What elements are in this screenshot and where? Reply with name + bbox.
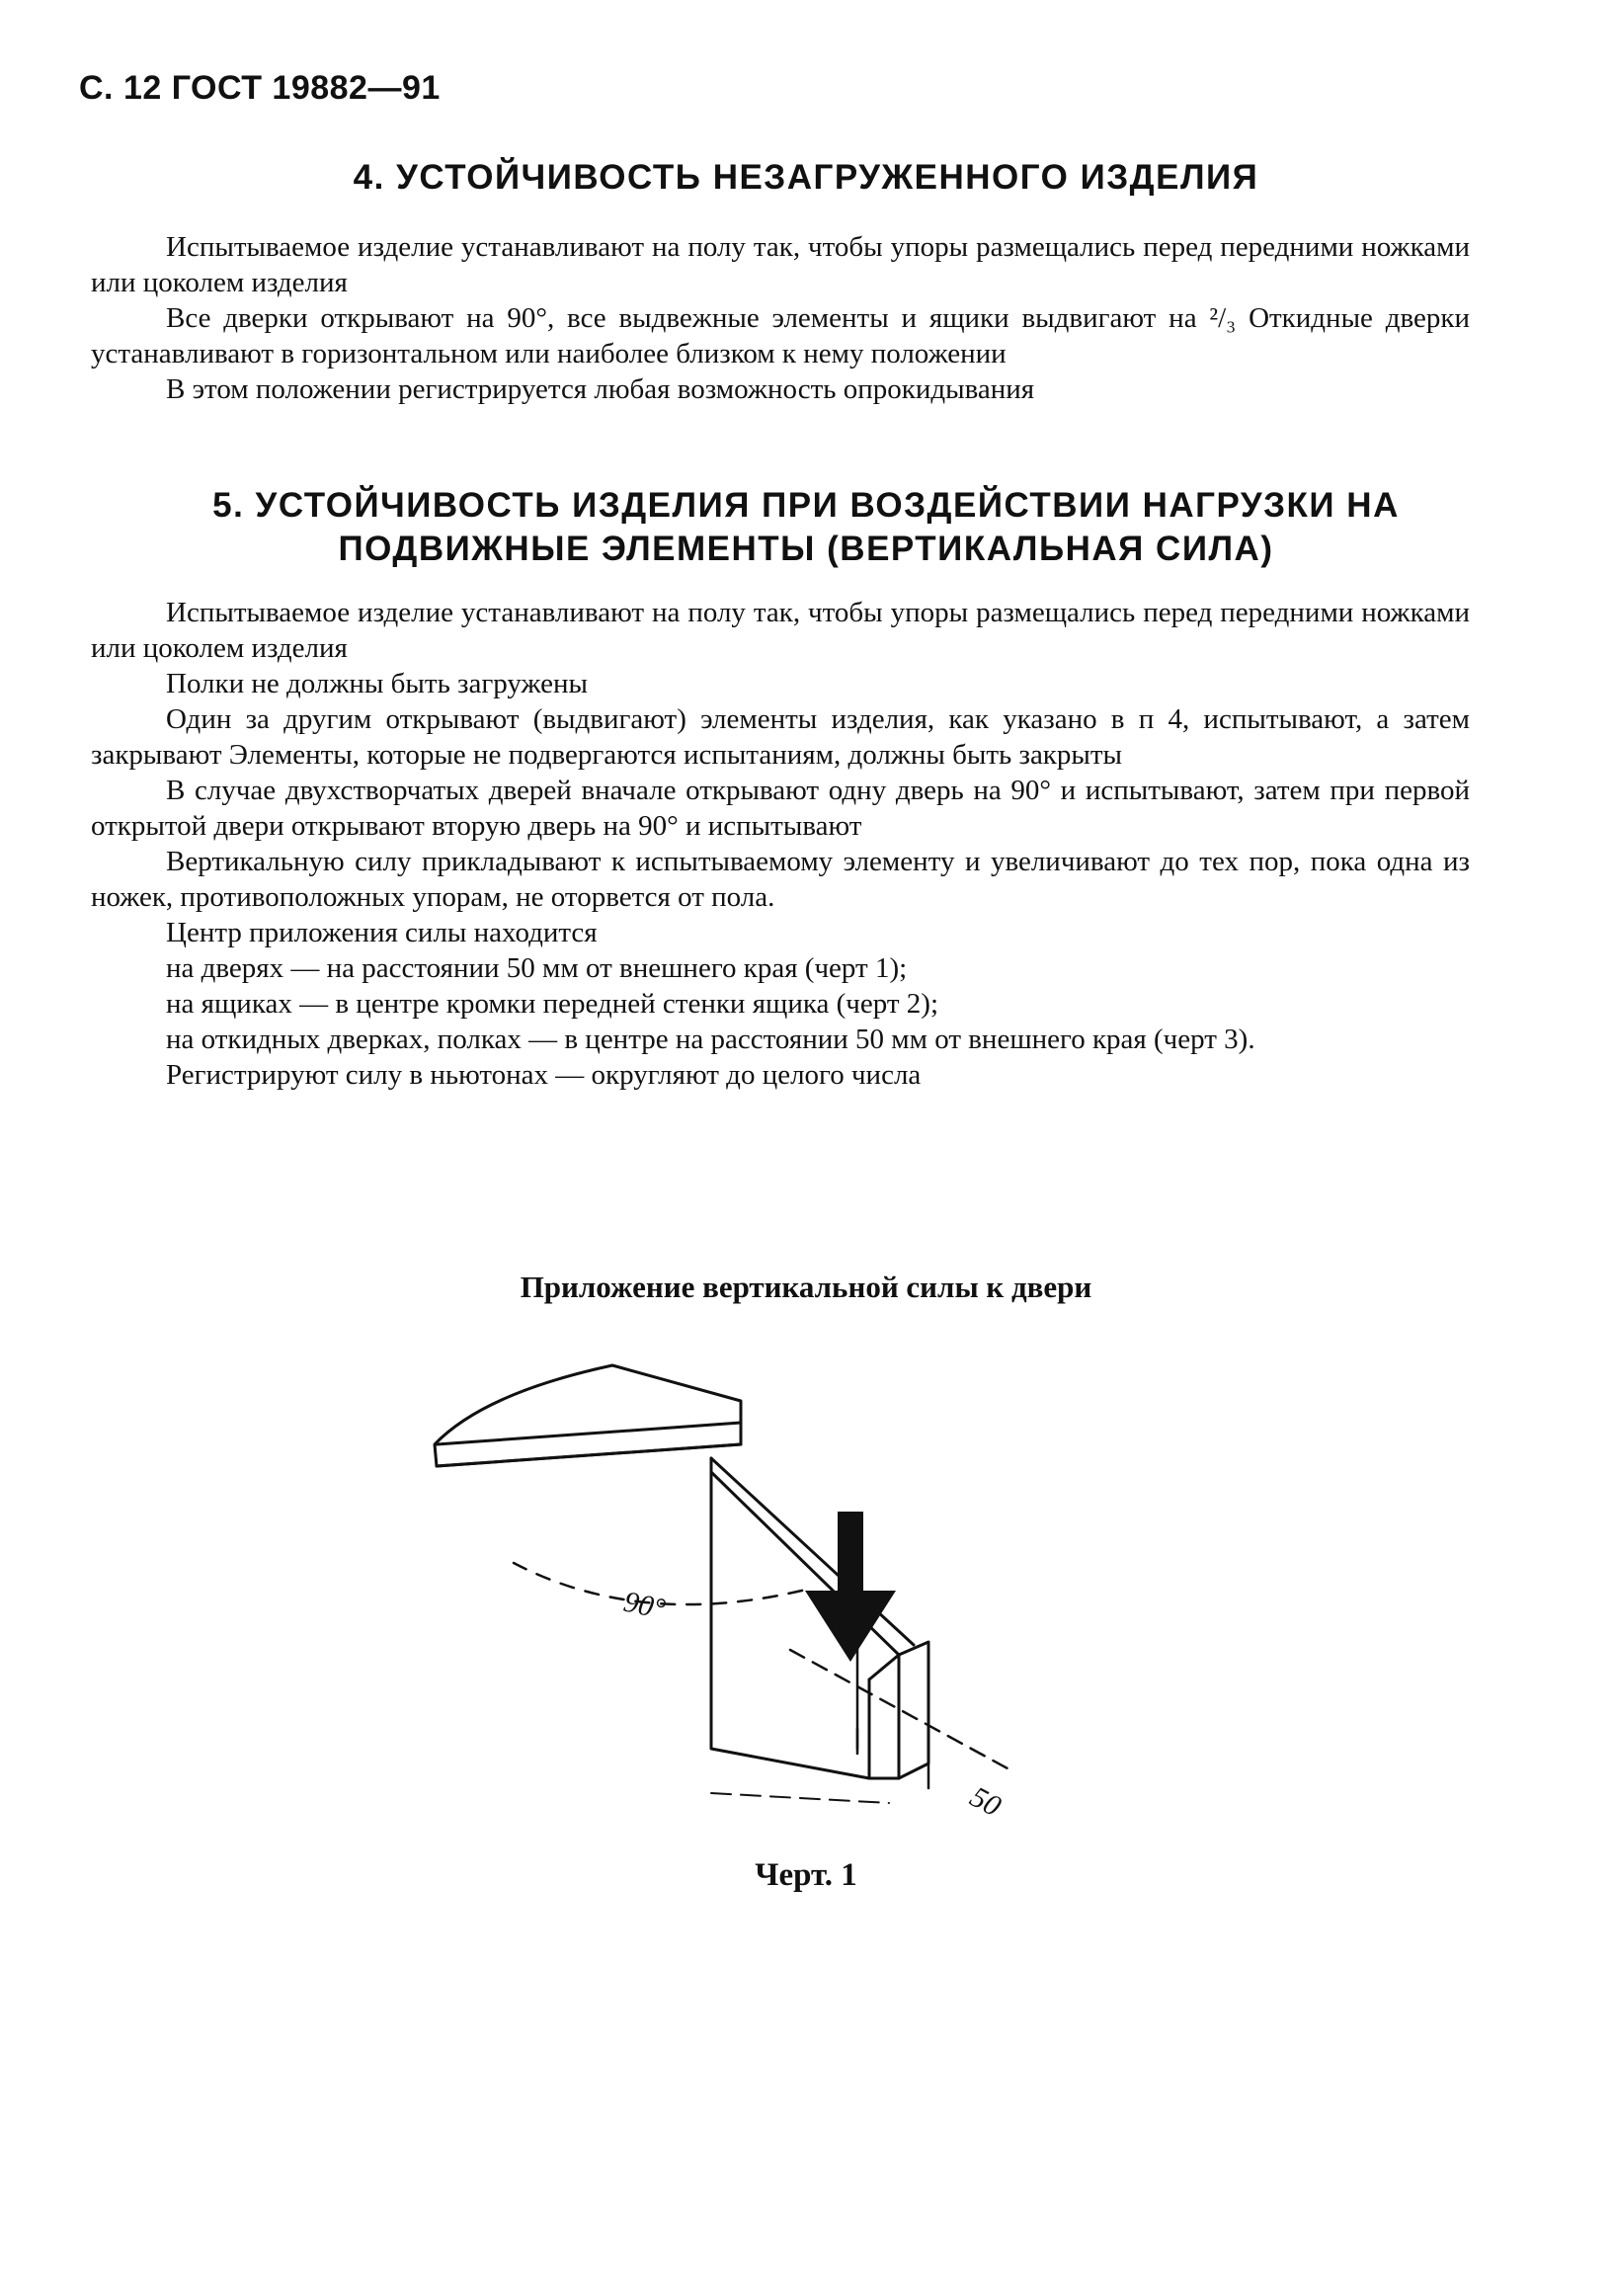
paragraph: Полки не должны быть загружены	[166, 668, 589, 699]
angle-label: 90°	[620, 1585, 669, 1626]
paragraph: на дверях — на расстоянии 50 мм от внешнего края (черт 1);	[166, 952, 908, 984]
section-4-title: 4. УСТОЙЧИВОСТЬ НЕЗАГРУЖЕННОГО ИЗДЕЛИЯ	[353, 158, 1259, 197]
page-header: С. 12 ГОСТ 19882—91	[79, 69, 441, 107]
figure-title: Приложение вертикальной силы к двери	[520, 1270, 1092, 1304]
paragraph: на ящиках — в центре кромки передней стенки ящика (черт 2);	[166, 988, 939, 1020]
paragraph: Центр приложения силы находится	[166, 917, 598, 948]
paragraph: В этом положении регистрируется любая возможность опрокидывания	[166, 373, 1035, 405]
door-edge	[899, 1642, 928, 1778]
door-force-diagram	[415, 1353, 1166, 1828]
paragraph: Испытываемое изделие устанавливают на полу так, чтобы упоры размещались перед передними ножками или цоколем изделия	[91, 231, 1470, 298]
paragraph: Вертикальную силу прикладывают к испытываемому элементу и увеличивают до тех пор, пока одна из ножек, противоположных упорам, не оторвется от пола.	[91, 846, 1470, 913]
figure-caption: Черт. 1	[755, 1857, 857, 1893]
section-5-title-line-2: ПОДВИЖНЫЕ ЭЛЕМЕНТЫ (ВЕРТИКАЛЬНАЯ СИЛА)	[338, 530, 1274, 568]
paragraph: Все дверки открывают на 90°, все выдвежные элементы и ящики выдвигают на ²/₃ Откидные дверки устанавливают в горизонтальном или наиболее близком к нему положении	[91, 302, 1470, 369]
paragraph: на откидных дверках, полках — в центре на расстоянии 50 мм от внешнего края (черт 3).	[166, 1024, 1255, 1055]
paragraph: Регистрируют силу в ньютонах — округляют до целого числа	[166, 1059, 922, 1091]
door-force-drawing	[415, 1353, 1166, 1828]
cabinet-top	[435, 1365, 741, 1466]
floor-line	[711, 1793, 889, 1803]
paragraph: В случае двухстворчатых дверей вначале открывают одну дверь на 90° и испытывают, затем при первой открытой двери открывают вторую дверь на 90° и испытывают	[91, 775, 1470, 842]
distance-label: 50	[964, 1780, 1007, 1824]
section-5-body	[91, 595, 1470, 1093]
section-5-title	[0, 484, 1612, 571]
paragraph: Один за другим открывают (выдвигают) элементы изделия, как указано в п 4, испытывают, а затем закрывают Элементы, которые не подвергаются испытаниям, должны быть закрыты	[91, 703, 1470, 771]
paragraph: Испытываемое изделие устанавливают на полу так, чтобы упоры размещались перед передними ножками или цоколем изделия	[91, 597, 1470, 664]
section-4-body	[91, 229, 1470, 407]
section-5-title-line-1: 5. УСТОЙЧИВОСТЬ ИЗДЕЛИЯ ПРИ ВОЗДЕЙСТВИИ НАГРУЗКИ НА	[212, 486, 1400, 525]
